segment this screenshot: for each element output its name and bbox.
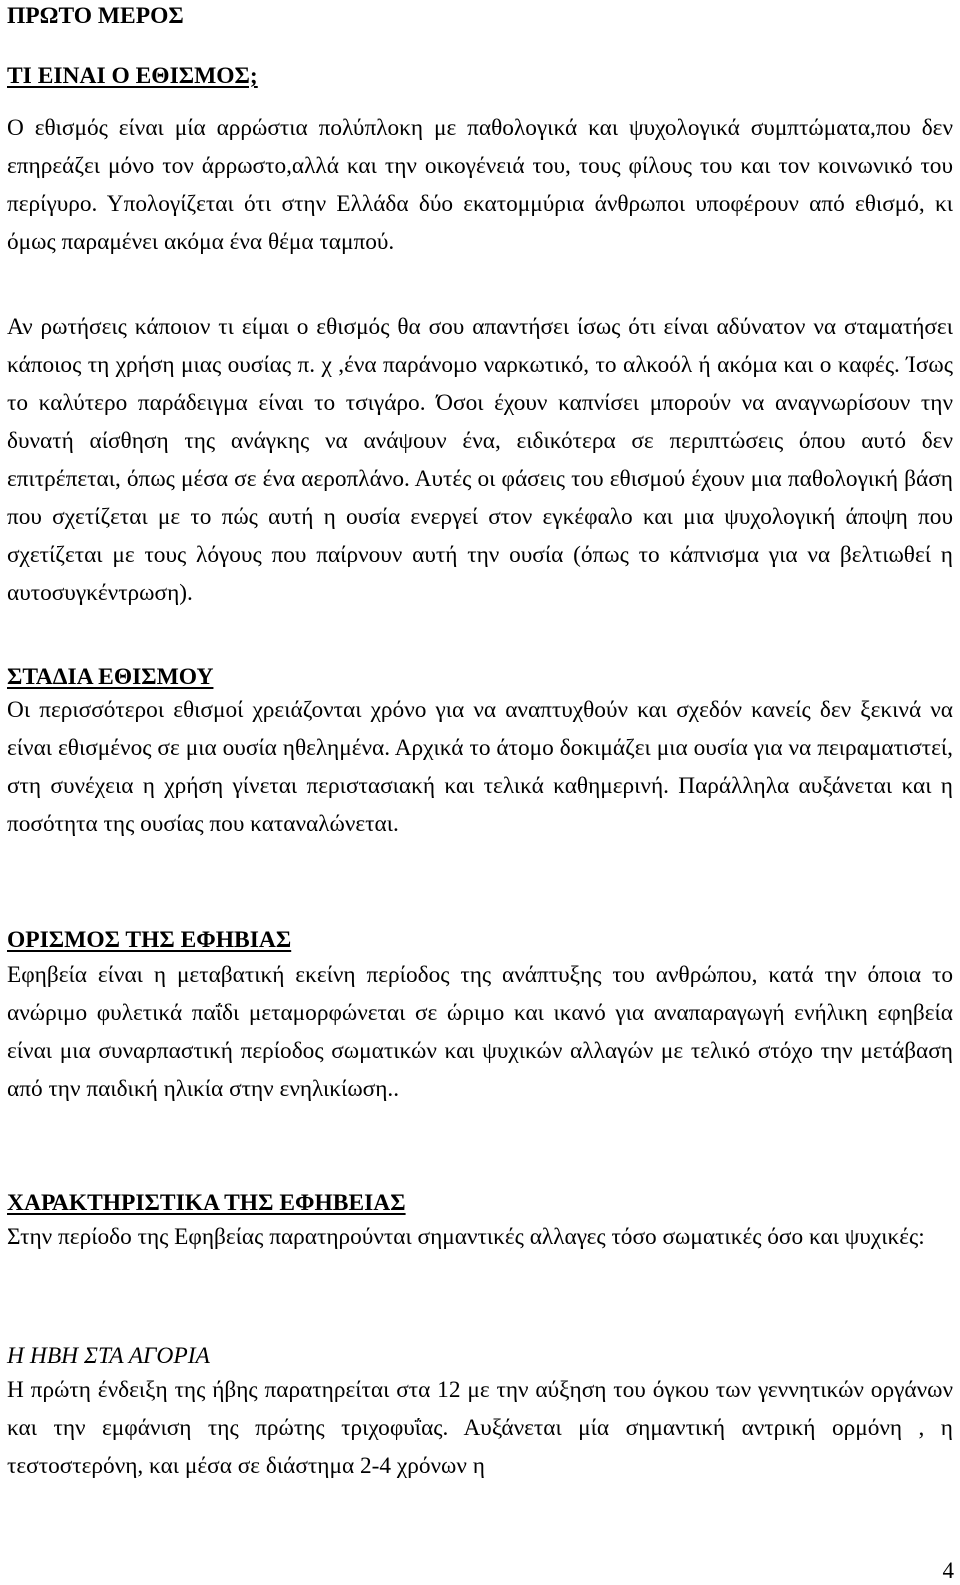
- section-heading-adolescence-definition: ΟΡΙΣΜΟΣ ΤΗΣ ΕΦΗΒΙΑΣ: [7, 927, 292, 953]
- paragraph-puberty-boys: Η πρώτη ένδειξη της ήβης παρατηρείται στα 12 με την αύξηση του όγκου των γεννητικών οργάνων και την εμφάνιση της πρώτης τριχοφυΐας. Αυξάνεται μία σημαντική αντρική ορμόνη , η τεστοστερόνη, και μέσα σε διάστημα 2-4 χρόνων η: [7, 1377, 953, 1479]
- paragraph-adolescence-definition: Εφηβεία είναι η μεταβατική εκείνη περίοδος της ανάπτυξης του ανθρώπου, κατά την όποια το ανώριμο φυλετικά παΐδι μεταμορφώνεται σε ώριμο και ικανό για αναπαραγωγή ενήλικη εφηβεία είναι μια συναρπαστική περίοδος σωματικών και ψυχικών αλλαγών με τελικό στόχο την μετάβαση από την παιδική ηλικία στην ενηλικίωση..: [7, 962, 953, 1102]
- paragraph-adolescence-characteristics: Στην περίοδο της Εφηβείας παρατηρούνται σημαντικές αλλαγες τόσο σωματικές όσο και ψυχικές:: [7, 1224, 925, 1250]
- section-heading-addiction-stages: ΣΤΑΔΙΑ ΕΘΙΣΜΟΥ: [7, 664, 214, 690]
- section-heading-what-is-addiction: ΤΙ ΕΙΝΑΙ Ο ΕΘΙΣΜΟΣ;: [7, 63, 258, 89]
- paragraph-addiction-stages: Οι περισσότεροι εθισμοί χρειάζονται χρόνο για να αναπτυχθούν και σχεδόν κανείς δεν ξεκινά να είναι εθισμένος σε μια ουσία ηθελημένα. Αρχικά το άτομο δοκιμάζει μια ουσία για να πειραματιστεί, στη συνέχεια η χρήση γίνεται περιστασιακή και τελικά καθημερινή. Παράλληλα αυξάνεται και η ποσότητα της ουσίας που καταναλώνεται.: [7, 697, 953, 837]
- paragraph-addiction-intro: Ο εθισμός είναι μία αρρώστια πολύπλοκη με παθολογικά και ψυχολογικά συμπτώματα,που δεν επηρεάζει μόνο τον άρρωστο,αλλά και την οικογένειά του, τους φίλους του και τον κοινωνικό του περίγυρο. Υπολογίζεται ότι στην Ελλάδα δύο εκατομμύρια άνθρωποι υποφέρουν από εθισμό, κι όμως παραμένει ακόμα ένα θέμα ταμπού.: [7, 115, 953, 255]
- part-title: ΠΡΩΤΟ ΜΕΡΟΣ: [7, 3, 184, 29]
- subsection-heading-puberty-boys: Η ΗΒΗ ΣΤΑ ΑΓΟΡΙΑ: [7, 1343, 210, 1369]
- paragraph-addiction-explanation: Αν ρωτήσεις κάποιον τι είμαι ο εθισμός θα σου απαντήσει ίσως ότι είναι αδύνατον να σταματήσει κάποιος τη χρήση μιας ουσίας π. χ ,ένα παράνομο ναρκωτικό, το αλκοόλ ή ακόμα και ο καφές. Ίσως το καλύτερο παράδειγμα είναι το τσιγάρο. Όσοι έχουν καπνίσει μπορούν να αναγνωρίσουν την δυνατή αίσθηση της ανάγκης να ανάψουν ένα, ειδικότερα σε περιπτώσεις όπου αυτό δεν επιτρέπεται, όπως μέσα σε ένα αεροπλάνο. Αυτές οι φάσεις του εθισμού έχουν μια παθολογική βάση που σχετίζεται με το πώς αυτή η ουσία ενεργεί στον εγκέφαλο και μια ψυχολογική άποψη που σχετίζεται με τους λόγους που παίρνουν αυτή την ουσία (όπως το κάπνισμα για να βελτιωθεί η αυτοσυγκέντρωση).: [7, 314, 953, 606]
- section-heading-adolescence-characteristics: ΧΑΡΑΚΤΗΡΙΣΤΙΚΑ ΤΗΣ ΕΦΗΒΕΙΑΣ: [7, 1190, 406, 1216]
- page-number: 4: [942, 1558, 954, 1583]
